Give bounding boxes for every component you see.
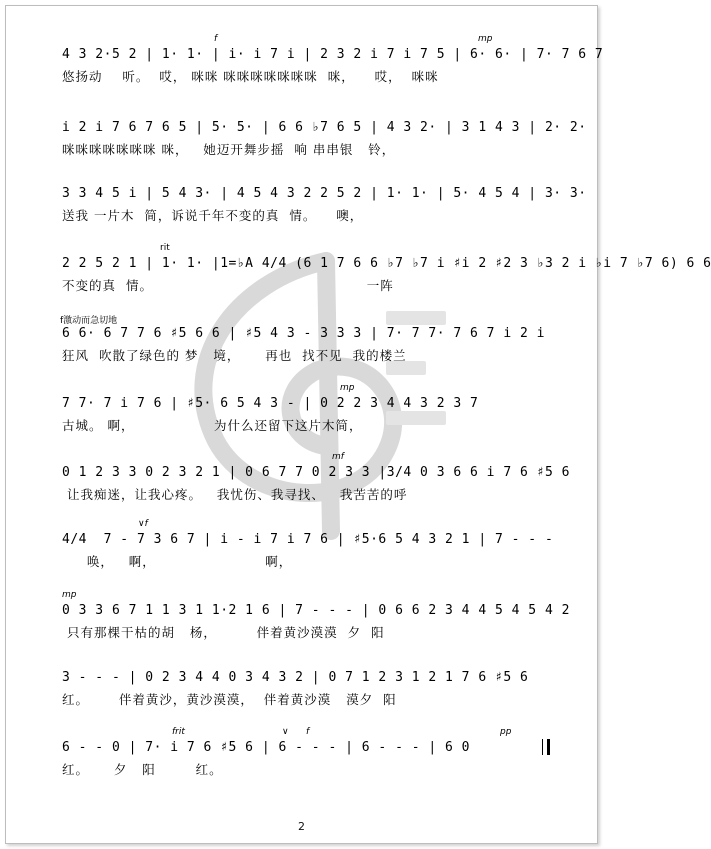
notes-line: i 2 i 7 6 7 6 5 | 5· 5· | 6 6 ♭7 6 5 | 4 3 2· | 3 1 4 3 | 2· 2· [62,120,587,135]
lyrics-line: 送我 一片木 简，诉说千年不变的真 情。 噢， [62,208,364,223]
notes-line: 7 7· 7 i 7 6 | ♯5· 6 5 4 3 - | 0 2 2 3 4 4 3 2 3 7 [62,396,479,411]
final-barline-thin [542,739,543,755]
lyrics-line: 狂风 吹散了绿色的 梦 境， 再也 找不见 我的楼兰 [62,348,407,363]
lyrics-line: 不变的真 情。 一阵 [62,278,394,293]
dynamic-mark: pp [500,727,512,737]
tempo-mark: rit [160,243,170,253]
lyrics-line: 唤， 啊， 啊， [62,554,293,569]
breath-mark: ∨ [282,727,289,737]
expression-mark: f激动而急切地 [60,316,118,326]
notes-line: 4 3 2·5 2 | 1· 1· | i· i 7 i | 2 3 2 i 7 i 7 5 | 6· 6· | 7· 7 6 7 [62,47,604,62]
dynamic-mark: f [306,727,310,737]
final-barline-thick [547,739,550,755]
dynamic-mark: ∨f [138,519,148,529]
lyrics-line: 古城。 啊， 为什么还留下这片木简， [62,418,363,433]
lyrics-line: 咪咪咪咪咪咪咪 咪， 她迈开舞步摇 响 串串银 铃， [62,142,396,157]
lyrics-line: 红。 夕 阳 红。 [62,762,223,777]
notes-line: 3 - - - | 0 2 3 4 4 0 3 4 3 2 | 0 7 1 2 3 1 2 1 7 6 ♯5 6 [62,670,529,685]
dynamic-mark: mp [478,34,493,44]
dynamic-mark: mf [332,452,344,462]
dynamic-mark: mp [340,383,355,393]
notes-line: 0 1 2 3 3 0 2 3 2 1 | 0 6 7 7 0 2 3 3 |3/4 0 3 6 6 i 7 6 ♯5 6 [62,465,570,480]
notes-line: 6 6· 6 7 7 6 ♯5 6 6 | ♯5 4 3 - 3 3 3 | 7· 7 7· 7 6 7 i 2 i [62,326,545,341]
dynamic-mark: frit [172,727,185,737]
dynamic-mark: mp [62,590,77,600]
notes-line: 3 3 4 5 i | 5 4 3· | 4 5 4 3 2 2 5 2 | 1· 1· | 5· 4 5 4 | 3· 3· [62,186,587,201]
notes-line: 6 - - 0 | 7· i 7 6 ♯5 6 | 6 - - - | 6 - - - | 6 0 [62,740,471,755]
page-number: 2 [298,820,305,833]
notes-line: 2 2 5 2 1 | 1· 1· |1=♭A 4/4 (6 1 7 6 6 ♭7 ♭7 i ♯i 2 ♯2 3 ♭3 2 i ♭i 7 ♭7 6) 6 6 [62,256,711,271]
dynamic-mark: f [214,34,218,44]
lyrics-line: 红。 伴着黄沙，黄沙漠漠， 伴着黄沙漠 漠夕 阳 [62,692,397,707]
lyrics-line: 悠扬动 听。 哎， 咪咪 咪咪咪咪咪咪咪 咪， 哎， 咪咪 [62,69,439,84]
lyrics-line: 只有那棵干枯的胡 杨， 伴着黄沙漠漠 夕 阳 [62,625,385,640]
lyrics-line: 让我痴迷，让我心疼。 我忧伤、我寻找、 我苦苦的呼 [62,487,408,502]
notes-line: 4/4 7 - 7 3 6 7 | i - i 7 i 7 6 | ♯5·6 5 4 3 2 1 | 7 - - - [62,532,554,547]
notes-line: 0 3 3 6 7 1 1 3 1 1·2 1 6 | 7 - - - | 0 6 6 2 3 4 4 5 4 5 4 2 [62,603,570,618]
